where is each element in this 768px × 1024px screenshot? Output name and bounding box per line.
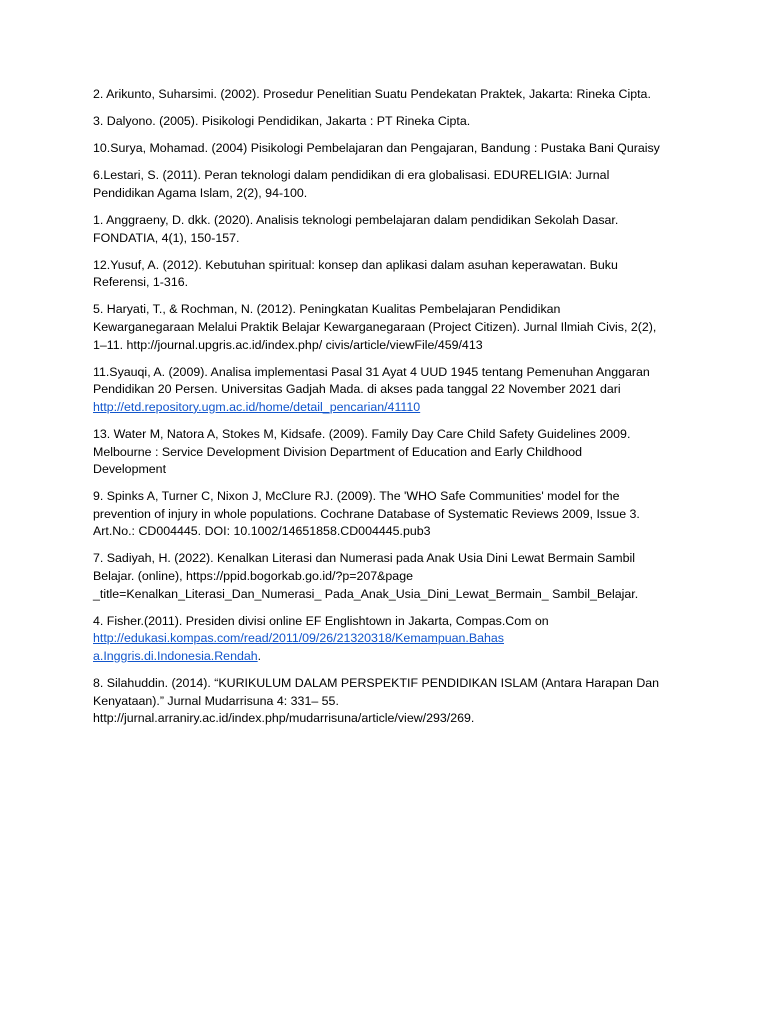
etd-ugm-link[interactable]: http://etd.repository.ugm.ac.id/home/detail_pencarian/41110 [93, 399, 421, 414]
reference-line: 1–11. http://journal.upgris.ac.id/index.php/ civis/article/viewFile/459/413 [93, 337, 483, 352]
reference-line: 8. Silahuddin. (2014). “KURIKULUM DALAM PERSPEKTIF PENDIDIKAN ISLAM (Antara Harapan Dan [93, 676, 660, 691]
reference-item [93, 113, 683, 131]
reference-line: FONDATIA, 4(1), 150-157. [93, 230, 240, 245]
reference-item [93, 257, 683, 292]
reference-line [93, 630, 683, 648]
link-trailing-period: . [257, 648, 262, 663]
reference-item [93, 550, 683, 603]
reference-item [93, 301, 683, 354]
reference-item [93, 488, 683, 541]
reference-line: Referensi, 1-316. [93, 275, 189, 290]
reference-item [93, 613, 683, 666]
reference-line [93, 648, 683, 666]
reference-line: 11.Syauqi, A. (2009). Analisa implementasi Pasal 31 Ayat 4 UUD 1945 tentang Pemenuhan Anggaran [93, 364, 650, 379]
reference-line: Kenyataan).” Jurnal Mudarrisuna 4: 331– 55. [93, 693, 339, 708]
reference-line [93, 399, 683, 417]
reference-item [93, 675, 683, 728]
reference-line: 1. Anggraeny, D. dkk. (2020). Analisis teknologi pembelajaran dalam pendidikan Sekolah Dasar. [93, 212, 619, 227]
reference-item [93, 364, 683, 417]
reference-line: 5. Haryati, T., & Rochman, N. (2012). Peningkatan Kualitas Pembelajaran Pendidikan [93, 302, 561, 317]
reference-line: Belajar. (online), https://ppid.bogorkab.go.id/?p=207&page [93, 569, 413, 584]
reference-item [93, 140, 683, 158]
reference-line: Development [93, 462, 167, 477]
kompas-link[interactable]: http://edukasi.kompas.com/read/2011/09/26/21320318/Kemampuan.Bahas [93, 631, 505, 646]
reference-line: 7. Sadiyah, H. (2022). Kenalkan Literasi dan Numerasi pada Anak Usia Dini Lewat Bermain Sambil [93, 551, 636, 566]
reference-item [93, 167, 683, 202]
reference-line: Pendidikan Agama Islam, 2(2), 94-100. [93, 185, 308, 200]
reference-line: 3. Dalyono. (2005). Pisikologi Pendidikan, Jakarta : PT Rineka Cipta. [93, 114, 471, 129]
reference-line: 6.Lestari, S. (2011). Peran teknologi dalam pendidikan di era globalisasi. EDURELIGIA: Jurnal [93, 168, 610, 183]
reference-line: 13. Water M, Natora A, Stokes M, Kidsafe. (2009). Family Day Care Child Safety Guidelines 2009. [93, 426, 631, 441]
reference-line: 10.Surya, Mohamad. (2004) Pisikologi Pembelajaran dan Pengajaran, Bandung : Pustaka Bani Quraisy [93, 141, 660, 156]
reference-item [93, 212, 683, 247]
reference-line: Art.No.: CD004445. DOI: 10.1002/14651858.CD004445.pub3 [93, 524, 431, 539]
reference-line: 9. Spinks A, Turner C, Nixon J, McClure RJ. (2009). The 'WHO Safe Communities' model for the [93, 489, 620, 504]
reference-line: Kewarganegaraan Melalui Praktik Belajar Kewarganegaraan (Project Citizen). Jurnal Ilmiah Civis, 2(2), [93, 319, 657, 334]
reference-line: http://jurnal.arraniry.ac.id/index.php/mudarrisuna/article/view/293/269. [93, 711, 475, 726]
kompas-link-continued[interactable]: a.Inggris.di.Indonesia.Rendah [93, 648, 258, 663]
reference-line: prevention of injury in whole populations. Cochrane Database of Systematic Reviews 2009, Issue 3. [93, 506, 640, 521]
reference-line: 12.Yusuf, A. (2012). Kebutuhan spiritual: konsep dan aplikasi dalam asuhan keperawatan. Buku [93, 257, 618, 272]
reference-item [93, 426, 683, 479]
reference-line: 4. Fisher.(2011). Presiden divisi online EF Englishtown in Jakarta, Compas.Com on [93, 613, 549, 628]
reference-line: Melbourne : Service Development Division Department of Education and Early Childhood [93, 444, 583, 459]
reference-line: 2. Arikunto, Suharsimi. (2002). Prosedur Penelitian Suatu Pendekatan Praktek, Jakarta: Rineka Cipta. [93, 87, 651, 101]
reference-line: _title=Kenalkan_Literasi_Dan_Numerasi_ Pada_Anak_Usia_Dini_Lewat_Bermain_ Sambil_Belajar. [93, 586, 639, 601]
reference-line: Pendidikan 20 Persen. Universitas Gadjah Mada. di akses pada tanggal 22 November 2021 dari [93, 382, 621, 397]
reference-item [93, 86, 683, 104]
reference-list [93, 86, 683, 737]
